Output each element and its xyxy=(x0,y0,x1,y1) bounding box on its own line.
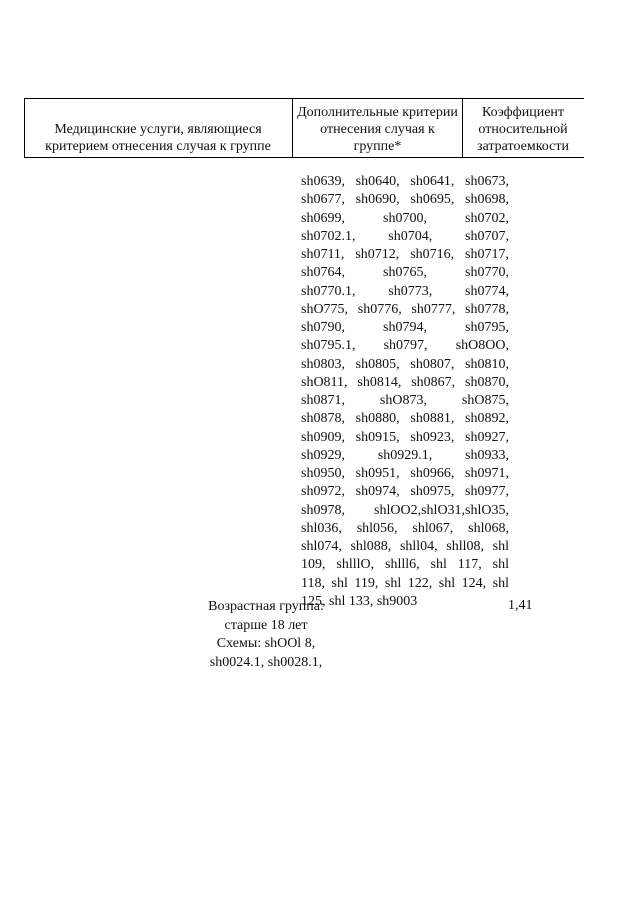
criteria-line: sh0790, sh0794, sh0795, xyxy=(301,320,509,335)
criteria-list xyxy=(301,173,509,611)
criteria-line: sh0803, sh0805, sh0807, sh0810, xyxy=(301,356,509,372)
table-header xyxy=(24,98,584,158)
coefficient-value: 1,41 xyxy=(508,598,533,613)
criteria-line: sh0972, sh0974, sh0975, sh0977, xyxy=(301,484,509,500)
criteria-line: sh0871, shO873, shO875, xyxy=(301,393,509,408)
criteria-line: 125, shl 133, sh9003 xyxy=(301,593,418,609)
criteria-line: sh0978, shlOO2,shlO31,shlO35, xyxy=(301,502,509,518)
criteria-line: shO775, sh0776, sh0777, sh0778, xyxy=(301,301,509,317)
criteria-line: sh0699, sh0700, sh0702, xyxy=(301,210,509,226)
schemes-value: sh0024.1, sh0028.1, xyxy=(209,654,323,670)
header-divider-2 xyxy=(462,99,463,157)
age-group-label: Возрастная группа: xyxy=(208,599,324,614)
criteria-line: sh0929, sh0929.1, sh0933, xyxy=(301,447,509,463)
criteria-line: sh0702.1, sh0704, sh0707, xyxy=(301,228,509,244)
criteria-line: sh0878, sh0880, sh0881, sh0892, xyxy=(301,411,509,427)
criteria-line: sh0909, sh0915, sh0923, sh0927, xyxy=(301,429,509,445)
criteria-line: sh0795.1, sh0797, shO8OO, xyxy=(301,338,509,354)
age-group-block xyxy=(196,598,336,672)
criteria-line: sh0639, sh0640, sh0641, sh0673, xyxy=(301,174,509,189)
criteria-line: sh0711, sh0712, sh0716, sh0717, xyxy=(301,247,509,262)
criteria-line: sh0950, sh0951, sh0966, sh0971, xyxy=(301,466,509,481)
header-border-left xyxy=(24,99,25,157)
header-coefficient: Коэффициент относительной затратоемкости xyxy=(477,105,569,154)
criteria-line: shO811, sh0814, sh0867, sh0870, xyxy=(301,374,509,390)
criteria-line: sh0677, sh0690, sh0695, sh0698, xyxy=(301,192,509,208)
criteria-line: 109, shlllO, shlll6, shl 117, shl xyxy=(301,557,509,573)
criteria-line: 118, shl 119, shl 122, shl 124, shl xyxy=(301,575,509,591)
header-divider-1 xyxy=(292,99,293,157)
header-additional-criteria: Дополнительные критерии отнесения случая к группе* xyxy=(297,105,458,154)
criteria-line: sh0770.1, sh0773, sh0774, xyxy=(301,283,509,299)
schemes-label: Схемы: shOOl 8, xyxy=(216,636,316,651)
criteria-line: sh0764, sh0765, sh0770, xyxy=(301,265,509,281)
header-services: Медицинские услуги, являющиеся критерием отнесения случая к группе xyxy=(45,122,271,154)
criteria-line: shl074, shl088, shll04, shll08, shl xyxy=(301,539,509,554)
criteria-line: shl036, shl056, shl067, shl068, xyxy=(301,520,509,536)
age-group-value: старше 18 лет xyxy=(224,617,308,633)
